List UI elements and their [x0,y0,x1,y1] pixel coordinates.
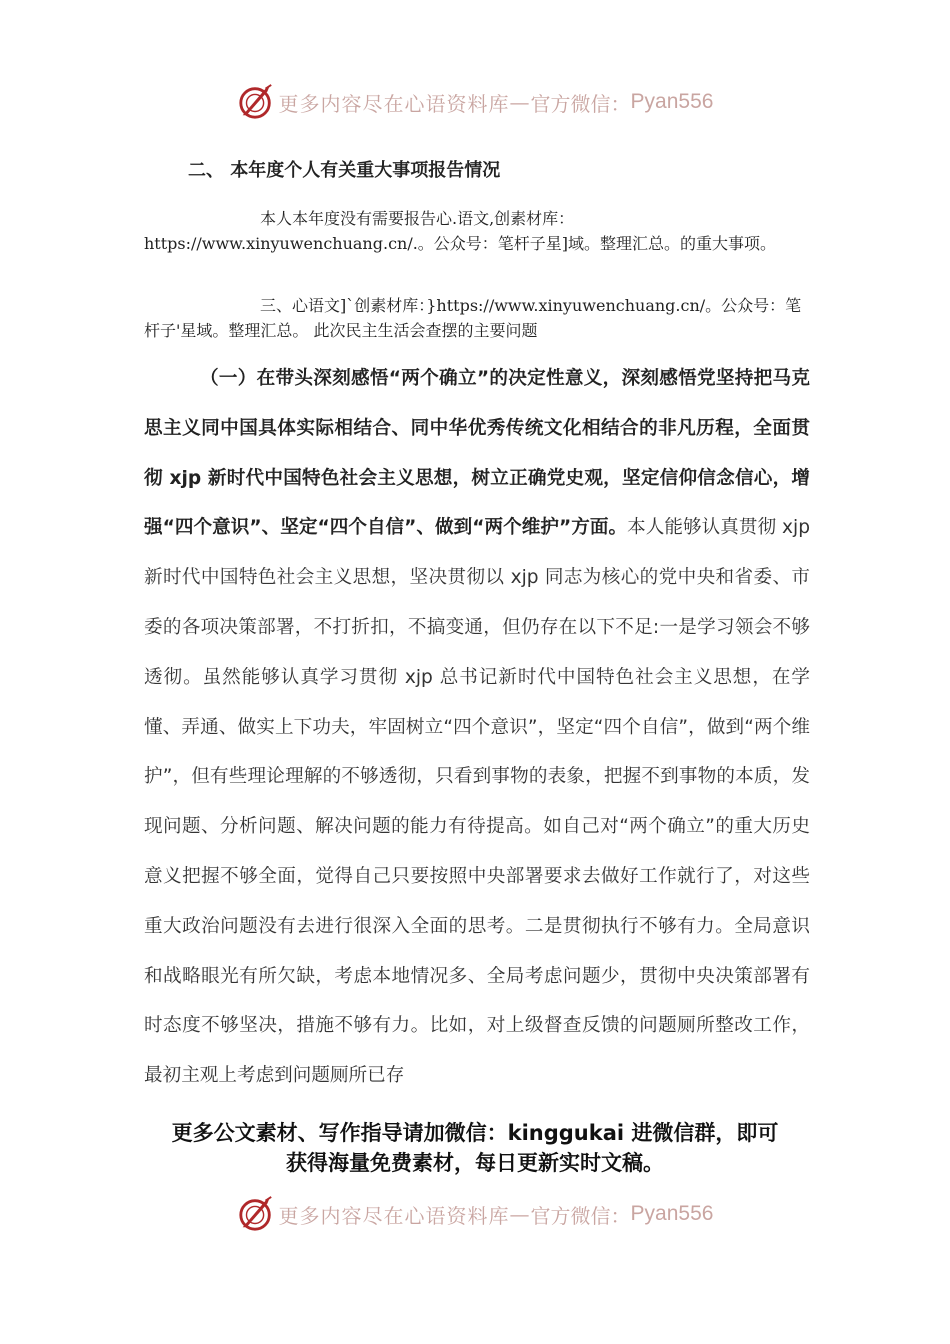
quill-logo-icon [237,83,275,121]
brand-wechat-id: Pyan556 [630,90,714,113]
promo-notice [120,1118,830,1178]
body-paragraph [144,354,810,1101]
brand-text: 更多内容尽在心语资料库 [278,1203,510,1228]
body-text: 本人能够认真贯彻 xjp 新时代中国特色社会主义思想，坚决贯彻以 xjp 同志为核心的党中央和省委、市委的各项决策部署，不打折扣，不搞变通，但仍存在以下不足:一是学习领会不够透彻。虽然能够认真学习贯彻 xjp 总书记新时代中国特色社会主义思想，在学懂、弄通、做实上下功夫，牢固树立“四个意识”，坚定“四个自信”，做到“两个维护”，但有些理论理解的不够透彻，只看到事物的表象，把握不到事物的本质，发现问题、分析问题、解决问题的能力有待提高。如自己对“两个确立”的重大历史意义把握不够全面，觉得自己只要按照中央部署要求去做好工作就行了，对这些重大政治问题没有去进行很深入全面的思考。二是贯彻执行不够有力。全局意识和战略眼光有所欠缺，考虑本地情况多、全局考虑问题少，贯彻中央决策部署有时态度不够坚决，措施不够有力。比如，对上级督查反馈的问题厕所整改工作，最初主观上考虑到问题厕所已存 [144,517,810,1087]
brand-wechat-label: 官方微信： [530,1203,631,1228]
brand-wechat-label: 官方微信： [530,91,631,116]
brand-dash: — [509,1202,531,1226]
brand-wechat-id: Pyan556 [630,1202,714,1225]
header-brand [0,80,950,124]
brand-dash: — [509,90,531,114]
notice-line-1: 更多公文素材、写作指导请加微信：kinggukai 进微信群，即可 [171,1121,779,1145]
report-paragraph [144,206,810,256]
section3-heading-text: 三、心语文]`创素材库：}https://www.xinyuwenchuang.cn/。公众号：笔杆子'星域。整理汇总。 此次民主生活会查摆的主要问题 [144,296,802,340]
quill-logo-icon [237,1195,275,1233]
footer-brand [0,1192,950,1236]
section3-heading-paragraph [144,293,810,343]
section-title: 二、 本年度个人有关重大事项报告情况 [188,160,501,181]
notice-line-2: 获得海量免费素材，每日更新实时文稿。 [286,1151,664,1175]
report-paragraph-text: 本人本年度没有需要报告心.语文,创素材库：https://www.xinyuwenchuang.cn/.。公众号：笔杆子星]域。整理汇总。的重大事项。 [144,209,777,253]
brand-text: 更多内容尽在心语资料库 [278,91,510,116]
bold-lead: （一）在带头深刻感悟“两个确立”的决定性意义，深刻感悟党坚持把马克思主义同中国具体实际相结合、同中华优秀传统文化相结合的非凡历程，全面贯彻 xjp 新时代中国特色社会主义思想，树立正确党史观，坚定信仰信念信心，增强“四个意识”、坚定“四个自信”、做到“两个维护”方面。 [144,368,810,539]
